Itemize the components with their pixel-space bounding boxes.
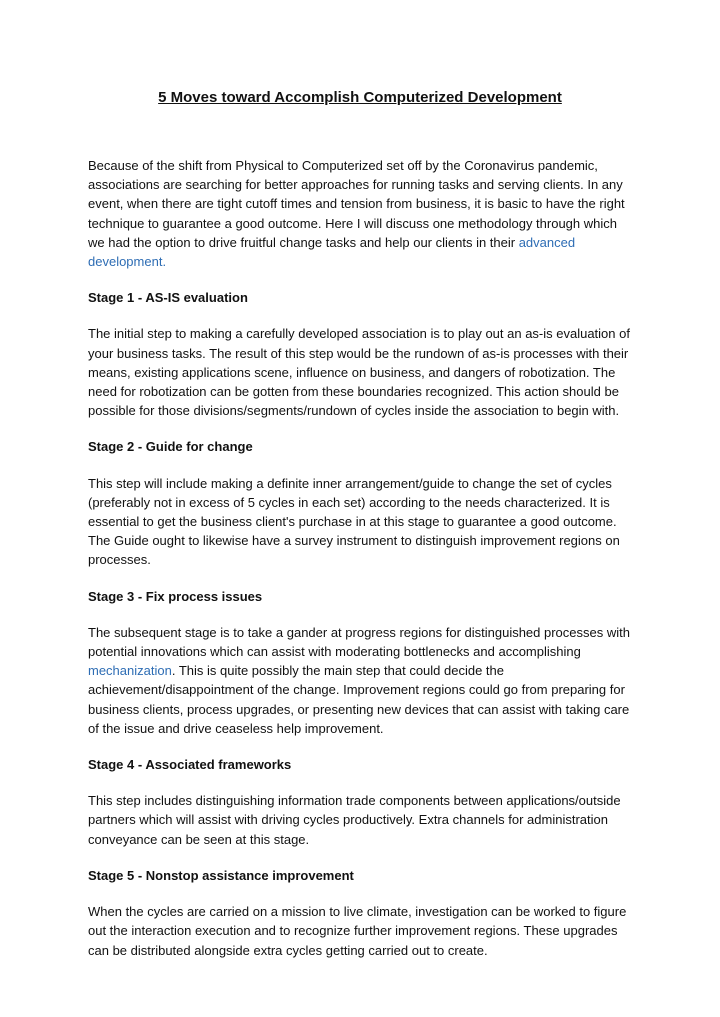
advanced-development-link[interactable]: advanced development. — [88, 234, 576, 270]
stage-3-paragraph — [88, 623, 632, 738]
stage-4-paragraph: This step includes distinguishing information trade components between applications/outside partners which will assist with driving cycles productively. Extra channels for administration conveyance can be seen at this stage. — [88, 793, 621, 847]
stage-5-paragraph: When the cycles are carried on a mission to live climate, investigation can be worked to figure out the interaction execution and to recognize further improvement regions. These upgrades can be distributed alongside extra cycles getting carried out to create. — [88, 904, 627, 958]
document-title: 5 Moves toward Accomplish Computerized Development — [158, 89, 562, 106]
stage-1-heading: Stage 1 - AS-IS evaluation — [88, 290, 248, 306]
stage-3-heading: Stage 3 - Fix process issues — [88, 588, 263, 604]
stage-4-heading: Stage 4 - Associated frameworks — [88, 757, 292, 773]
mechanization-link[interactable]: mechanization — [88, 663, 172, 679]
stage-3-text-before: The subsequent stage is to take a gander at progress regions for distinguished processes with potential innovations which can assist with moderating bottlenecks and accomplishing — [88, 624, 630, 660]
intro-paragraph — [88, 156, 632, 271]
stage-1-paragraph: The initial step to making a carefully developed association is to play out an as-is evaluation of your business tasks. The result of this step would be the rundown of as-is processes with their means, existing applications scene, influence on business, and dangers of robotization. The need for robotization can be gotten from these boundaries recognized. This action should be possible for those divisions/segments/rundown of cycles inside the association to begin with. — [88, 326, 630, 419]
stage-3-text-after: . This is quite possibly the main step that could decide the achievement/disappointment of the change. Improvement regions could go from preparing for business clients, process upgrades, or presenting new devices that can assist with taking care of the issue and drive ceaseless help improvement. — [88, 663, 630, 736]
stage-5-heading: Stage 5 - Nonstop assistance improvement — [88, 867, 354, 883]
intro-text: Because of the shift from Physical to Computerized set off by the Coronavirus pandemic, associations are searching for better approaches for running tasks and serving clients. In any event, when there are tight cutoff times and tension from business, it is basic to have the right technique to guarantee a good outcome. Here I will discuss one methodology through which we had the option to drive fruitful change tasks and help our clients in their — [88, 158, 625, 250]
stage-2-heading: Stage 2 - Guide for change — [88, 439, 253, 455]
stage-2-paragraph: This step will include making a definite inner arrangement/guide to change the set of cycles (preferably not in excess of 5 cycles in each set) according to the needs characterized. It is essential to get the business client's purchase in at this stage to guarantee a good outcome. The Guide ought to likewise have a survey instrument to distinguish improvement regions on processes. — [88, 475, 620, 568]
